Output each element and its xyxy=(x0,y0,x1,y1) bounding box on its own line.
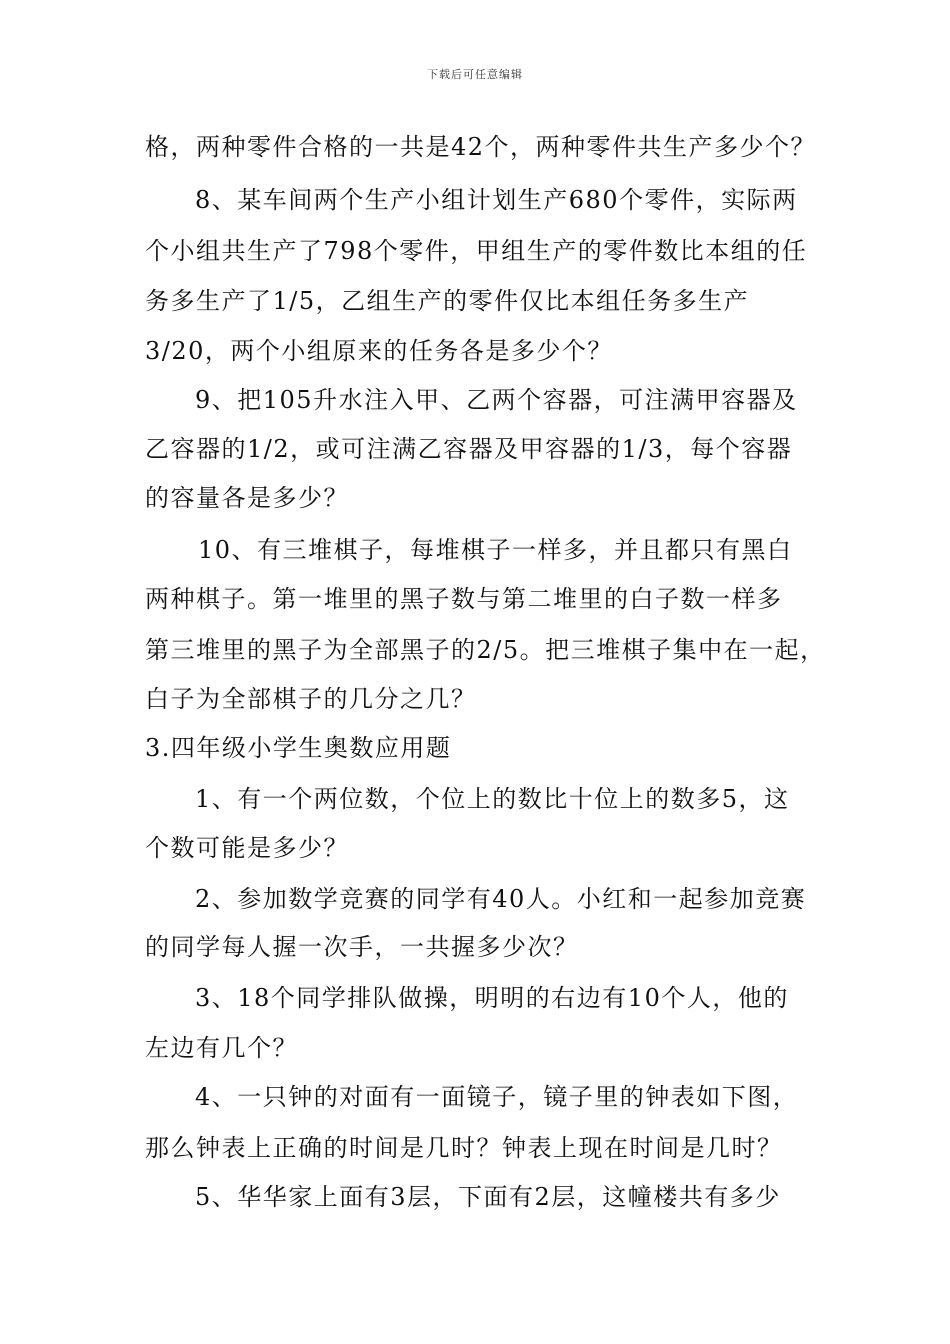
text-line: 个数可能是多少？ xyxy=(145,834,349,862)
page-header: 下载后可任意编辑 xyxy=(427,68,523,81)
problem-4-line: 4、一只钟的对面有一面镜子，镜子里的钟表如下图， xyxy=(195,1083,799,1111)
text-line: 格，两种零件合格的一共是42个，两种零件共生产多少个？ xyxy=(145,133,817,161)
problem-1-line: 1、有一个两位数，个位上的数比十位上的数多5，这 xyxy=(195,785,790,813)
problem-9-line: 9、把105升水注入甲、乙两个容器，可注满甲容器及 xyxy=(195,386,798,414)
problem-5-line: 5、华华家上面有3层，下面有2层，这幢楼共有多少 xyxy=(195,1183,781,1211)
text-line: 左边有几个？ xyxy=(145,1034,298,1062)
problem-10-line: 10、有三堆棋子，每堆棋子一样多，并且都只有黑白 xyxy=(198,536,793,564)
text-line: 3/20，两个小组原来的任务各是多少个？ xyxy=(145,337,613,365)
text-line: 务多生产了1/5，乙组生产的零件仅比本组任务多生产 xyxy=(145,287,750,315)
text-line: 第三堆里的黑子为全部黑子的2/5。把三堆棋子集中在一起， xyxy=(145,636,826,664)
problem-3-line: 3、18个同学排队做操，明明的右边有10个人，他的 xyxy=(195,984,789,1012)
text-line: 乙容器的1/2，或可注满乙容器及甲容器的1/3，每个容器 xyxy=(145,435,793,463)
section-heading: 3.四年级小学生奥数应用题 xyxy=(145,734,452,762)
text-line: 的同学每人握一次手，一共握多少次？ xyxy=(145,933,579,961)
text-line: 两种棋子。第一堆里的黑子数与第二堆里的白子数一样多 xyxy=(145,585,783,613)
text-line: 的容量各是多少？ xyxy=(145,484,349,512)
text-line: 个小组共生产了798个零件，甲组生产的零件数比本组的任 xyxy=(145,237,808,265)
problem-2-line: 2、参加数学竞赛的同学有40人。小红和一起参加竞赛 xyxy=(195,885,807,913)
text-line: 白子为全部棋子的几分之几？ xyxy=(145,685,477,713)
problem-8-line: 8、某车间两个生产小组计划生产680个零件，实际两 xyxy=(195,186,798,214)
text-line: 那么钟表上正确的时间是几时？钟表上现在时间是几时？ xyxy=(145,1134,783,1162)
